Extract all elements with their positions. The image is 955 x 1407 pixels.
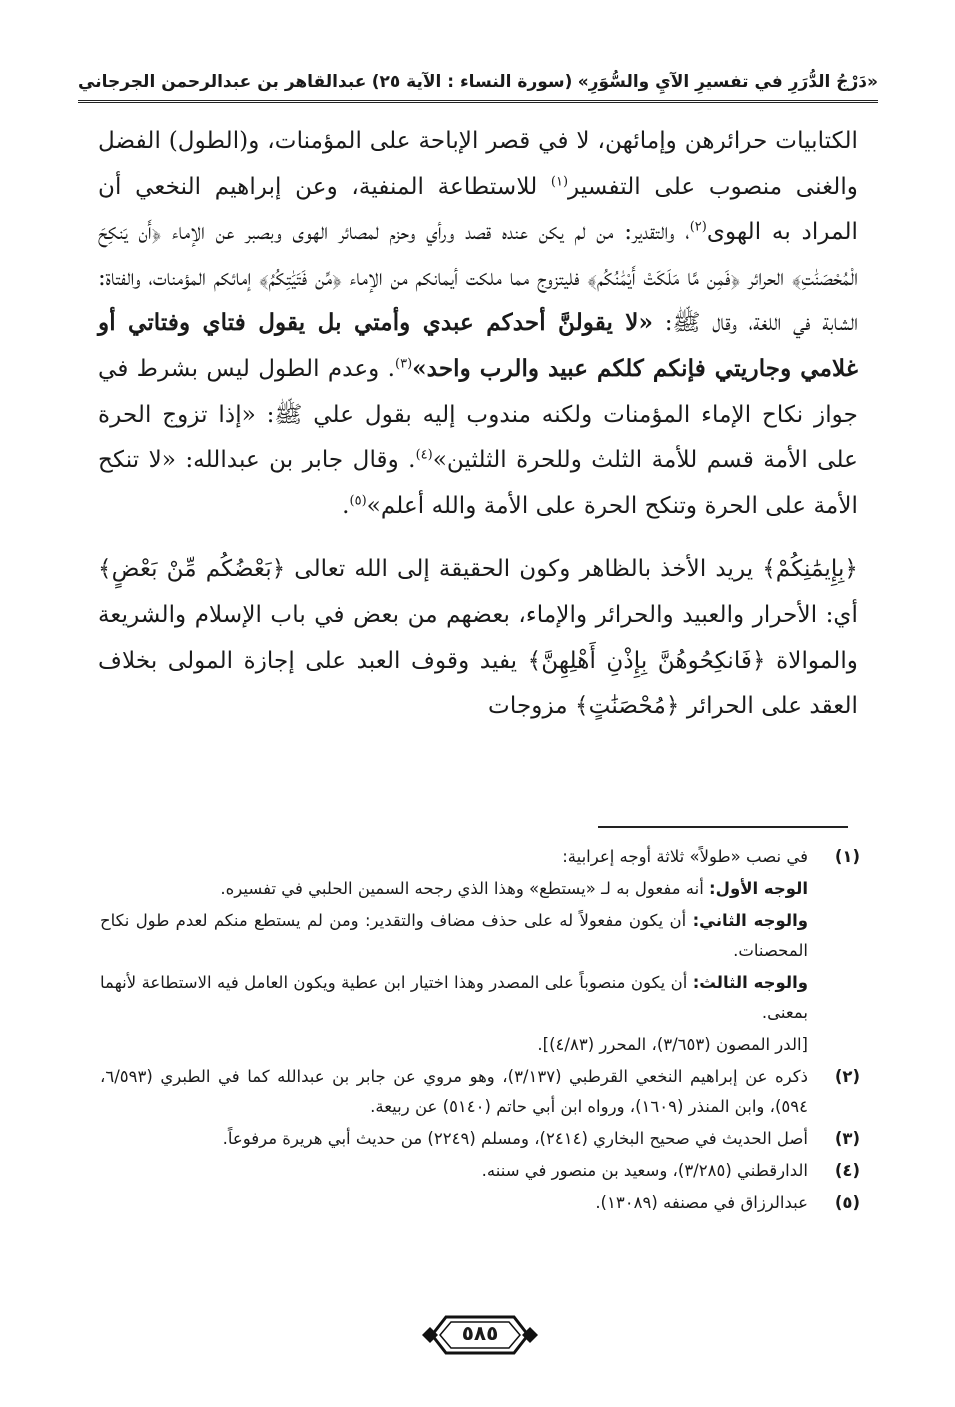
footnote-ref-5: (٥) bbox=[349, 493, 367, 509]
footnote-body: الدارقطني (٣/٢٨٥)، وسعيد بن منصور في سننه. bbox=[481, 1161, 808, 1180]
footnote-1 bbox=[100, 842, 860, 1060]
footnote-ref-4: (٤) bbox=[415, 447, 433, 463]
text-run: . وقال جابر بن عبدالله: «لا تنكح الأمة على الحرة وتنكح الحرة على الأمة والله أعلم» bbox=[98, 446, 858, 519]
header-divider bbox=[78, 100, 878, 103]
footnote-number: (٥) bbox=[834, 1193, 860, 1212]
footnote-item bbox=[100, 874, 808, 904]
footnote-4 bbox=[100, 1156, 860, 1186]
item-text: أنه مفعول به لـ «يستطع» وهذا الذي رجحه السمين الحلبي في تفسيره. bbox=[220, 879, 710, 898]
item-text: أن يكون منصوباً على المصدر وهذا اختيار ابن عطية ويكون العامل فيه الاستطاعة لأنهما بمعنى. bbox=[100, 973, 808, 1022]
footnote-3 bbox=[100, 1124, 860, 1154]
paragraph-2: ﴿بِإِيمَٰنِكُمْ﴾ يريد الأخذ بالظاهر وكون الحقيقة إلى الله تعالى ﴿بَعْضُكُم مِّنْ بَعْضٍ﴾ أي: الأحرار والعبيد والحرائر والإماء، بعضهم من بعض في باب الإسلام والشريعة والموالاة ﴿فَانكِحُوهُنَّ بِإِذْنِ أَهْلِهِنَّ﴾ يفيد وقوف العبد على إجازة المولى بخلاف العقد على الحرائر ﴿مُحْصَنَٰتٍ﴾ مزوجات bbox=[98, 555, 858, 720]
footnote-divider bbox=[598, 826, 848, 828]
text-run: ، والتقدير: من لم يكن عنده قصد ورأي وحزم لمصائر الهوى وبصبر عن الإماء ﴿أَن يَنكِحَ الْمُحْصَنَٰتِ﴾ الحرائر ﴿فَمِن مَّا مَلَكَتْ أَيْمَٰنُكُم﴾ فليتزوج مما ملكت أيمانكم من الإماء ﴿مِّن فَتَيَٰتِكُمُ﴾ إمائكم المؤمنات، والفتاة: الشابة في اللغة، وقال ﷺ: bbox=[98, 218, 858, 337]
footnotes bbox=[100, 842, 860, 1220]
footnote-intro: في نصب «طولاً» ثلاثة أوجه إعرابية: bbox=[562, 847, 808, 866]
author-name: عبدالقاهر بن عبدالرحمن الجرجاني bbox=[78, 72, 367, 92]
footnote-body: عبدالرزاق في مصنفه (١٣٠٨٩). bbox=[595, 1193, 808, 1212]
footnote-body: أصل الحديث في صحيح البخاري (٢٤١٤)، ومسلم (٢٢٤٩) من حديث أبي هريرة مرفوعاً. bbox=[222, 1129, 808, 1148]
paragraph-1 bbox=[98, 118, 858, 528]
text-run: . وعدم الطول ليس بشرط في جواز نكاح الإماء المؤمنات ولكنه مندوب إليه بقول علي ﷺ: «إذا تزوج الحرة على الأمة قسم للأمة الثلث وللحرة الثلثين» bbox=[98, 354, 858, 474]
footnote-ref-1: (١) bbox=[550, 173, 569, 189]
footnote-body: ذكره عن إبراهيم النخعي القرطبي (٣/١٣٧)، وهو مروي عن جابر بن عبدالله كما في الطبري (٦/٥٩٣، ٥٩٤)، وابن المنذر (١٦٠٩)، ورواه ابن أبي حاتم (٥١٤٠) عن ربيعة. bbox=[100, 1067, 808, 1116]
page-number-badge bbox=[420, 1313, 540, 1357]
item-label: والوجه الثالث: bbox=[692, 973, 808, 992]
footnote-number: (٢) bbox=[834, 1067, 860, 1086]
page-number: ٥٨٥ bbox=[461, 1321, 499, 1345]
text-run: الكتابيات حرائرهن وإمائهن، لا في قصر الإباحة على المؤمنات، و(الطول) الفضل والغنى منصوب على التفسير bbox=[98, 127, 858, 200]
footnote-ref-3: (٣) bbox=[395, 356, 413, 372]
hadith-quote: «لا يقولنَّ أحدكم عبدي وأمتي بل يقول فتاي وفتاتي أو غلامي وجاريتي فإنكم كلكم عبيد والرب واحد» bbox=[98, 309, 858, 382]
footnote-number: (٣) bbox=[834, 1129, 860, 1148]
footnote-5 bbox=[100, 1188, 860, 1218]
item-text: أن يكون مفعولاً له على حذف مضاف والتقدير: ومن لم يستطع منكم لعدم طول نكاح المحصنات. bbox=[100, 911, 808, 960]
item-label: الوجه الأول: bbox=[709, 879, 808, 898]
surah-reference: (سورة النساء : الآية ٢٥) bbox=[371, 72, 573, 92]
footnote-body bbox=[100, 842, 808, 1060]
book-title: «دَرْجُ الدُّرَرِ في تفسيرِ الآيِ والسُّوَرِ» bbox=[577, 72, 878, 92]
item-label: والوجه الثاني: bbox=[692, 911, 808, 930]
running-header bbox=[78, 62, 878, 102]
footnote-reference: [الدر المصون (٣/٦٥٣)، المحرر (٤/٨٣)]. bbox=[537, 1035, 808, 1054]
footnote-item bbox=[100, 968, 808, 1028]
footnote-2 bbox=[100, 1062, 860, 1122]
text-run: للاستطاعة المنفية، وعن إبراهيم النخعي أن المراد به الهوى bbox=[98, 172, 858, 246]
footnote-item bbox=[100, 906, 808, 966]
main-text bbox=[98, 118, 858, 729]
footnote-ref-2: (٢) bbox=[689, 219, 707, 235]
footnote-number: (٤) bbox=[834, 1161, 860, 1180]
text-run: . bbox=[342, 491, 350, 519]
footnote-number: (١) bbox=[834, 847, 860, 866]
